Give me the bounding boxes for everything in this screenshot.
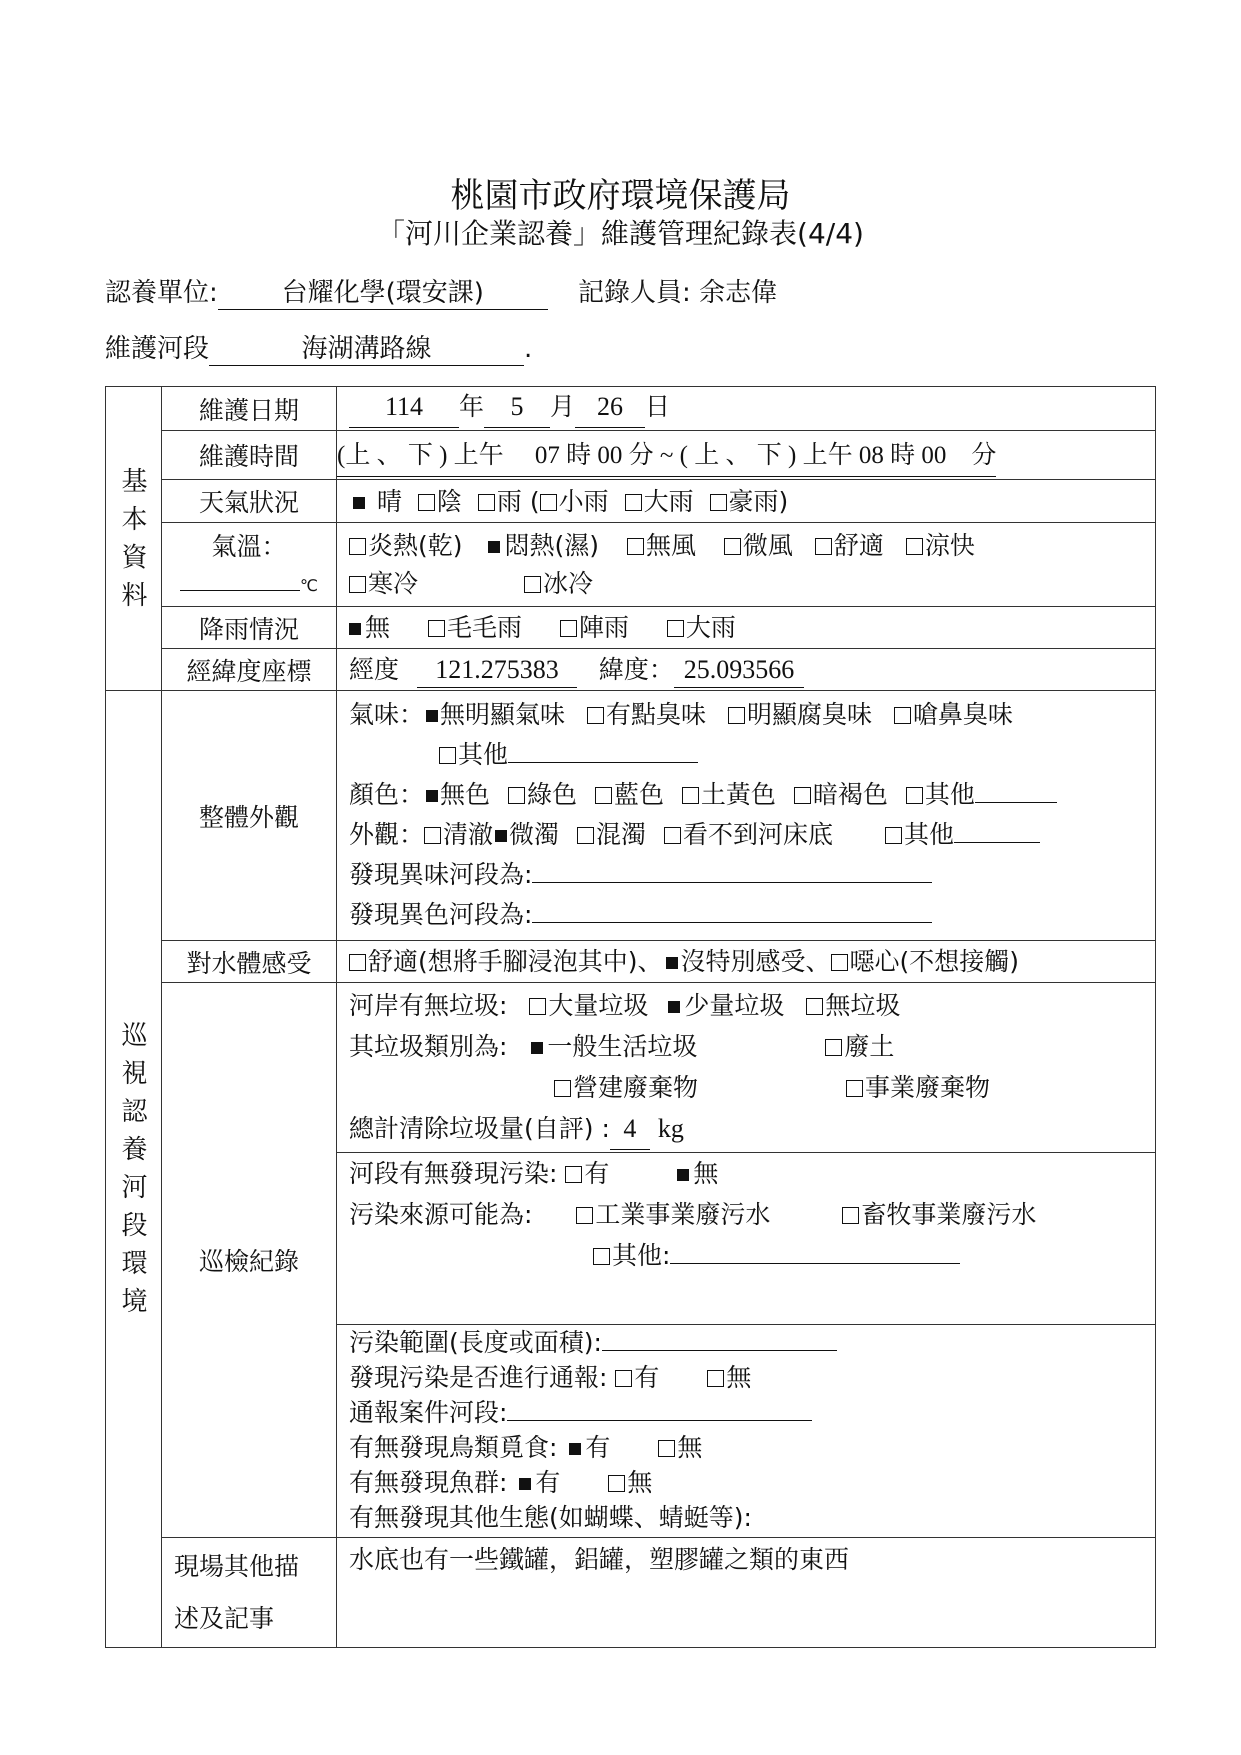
field-text: 廢土	[844, 1032, 895, 1061]
field-text: 沒特別感受、	[680, 947, 831, 976]
field-text: 河岸有無垃圾:	[349, 991, 508, 1020]
field-text: 其他	[924, 780, 975, 809]
field-text: 有	[584, 1159, 610, 1188]
field-text: 無	[365, 613, 391, 642]
temperature-options	[337, 523, 1156, 607]
field-text: 121.275383	[417, 653, 577, 688]
checked-box-icon	[531, 1042, 543, 1054]
field-text: 悶熱(濕)	[504, 531, 599, 560]
checkbox-icon	[587, 707, 604, 724]
field-text: 外觀：	[349, 820, 425, 849]
unit-line	[105, 272, 777, 310]
field-text: 無	[693, 1159, 719, 1188]
checked-box-icon	[495, 830, 507, 842]
checked-box-icon	[426, 790, 438, 802]
field-text: 有	[535, 1468, 561, 1497]
date-value	[337, 387, 1156, 431]
field-text: 污染來源可能為:	[349, 1200, 533, 1229]
river-section-value	[209, 328, 524, 366]
time-value	[337, 431, 1156, 480]
checkbox-icon	[894, 707, 911, 724]
field-text: 小雨	[558, 487, 609, 516]
checkbox-icon	[424, 827, 441, 844]
field-text: 有無發現魚群:	[349, 1468, 508, 1497]
field-text: 陰	[436, 487, 462, 516]
basic-info-section	[106, 387, 162, 691]
checkbox-icon	[724, 538, 741, 555]
field-text: 事業廢棄物	[864, 1073, 990, 1102]
field-text: 緯度：	[598, 655, 674, 684]
field-text: 無明顯氣味	[440, 700, 566, 729]
field-text: 無	[627, 1468, 653, 1497]
checkbox-icon	[554, 1080, 571, 1097]
field-text: 河段有無發現污染:	[349, 1159, 558, 1188]
field-text: 無色	[440, 780, 491, 809]
checkbox-icon	[806, 998, 823, 1015]
field-text: 畜牧事業廢污水	[861, 1200, 1037, 1229]
field-text: 豪雨)	[728, 487, 789, 516]
checkbox-icon	[349, 538, 366, 555]
field-text: 年	[459, 392, 485, 421]
inspection-label: 巡檢紀錄	[162, 983, 337, 1538]
field-text: 大雨	[643, 487, 694, 516]
weather-label: 天氣狀況	[162, 480, 337, 523]
field-text: 綠色	[526, 780, 577, 809]
field-text: 寒冷	[368, 569, 419, 598]
checkbox-icon	[707, 1370, 724, 1387]
field-text: 無風	[645, 531, 696, 560]
rain-label: 降雨情況	[162, 607, 337, 649]
field-text: 舒適(想將手腳浸泡其中)、	[368, 947, 663, 976]
field-text: 冰冷	[542, 569, 593, 598]
field-text: 經度	[349, 655, 400, 684]
checked-box-icon	[677, 1169, 689, 1181]
temperature-label	[162, 523, 337, 607]
checkbox-icon	[710, 494, 727, 511]
water-feel-options	[337, 941, 1156, 983]
checked-box-icon	[353, 497, 365, 509]
appearance-label: 整體外觀	[162, 691, 337, 941]
checkbox-icon	[682, 787, 699, 804]
checked-box-icon	[668, 1001, 680, 1013]
checkbox-icon	[885, 827, 902, 844]
field-text: 巡視認養河段環境	[121, 1021, 148, 1317]
field-text: 發現污染是否進行通報:	[349, 1363, 608, 1392]
checkbox-icon	[627, 538, 644, 555]
checkbox-icon	[439, 747, 456, 764]
checked-box-icon	[569, 1443, 581, 1455]
field-text: 藍色	[613, 780, 664, 809]
checkbox-icon	[728, 707, 745, 724]
field-text: 有無發現鳥類覓食:	[349, 1433, 558, 1462]
checkbox-icon	[664, 827, 681, 844]
field-text: 25.093566	[674, 653, 804, 688]
checkbox-icon	[608, 1475, 625, 1492]
field-text: 土黃色	[700, 780, 776, 809]
field-text: 污染範圍(長度或面積):	[349, 1328, 602, 1357]
field-text: 顏色：	[349, 780, 425, 809]
weather-options	[337, 480, 1156, 523]
field-text: 其他	[458, 740, 509, 769]
field-text: 無	[677, 1433, 703, 1462]
field-text: ℃	[300, 576, 318, 595]
field-text: 其垃圾類別為:	[349, 1032, 508, 1061]
coordinates-value	[337, 649, 1156, 691]
field-text: 無垃圾	[825, 991, 901, 1020]
appearance-options	[337, 691, 1156, 941]
field-text: 晴	[376, 487, 402, 516]
checked-box-icon	[488, 541, 500, 553]
field-text: 其他	[903, 820, 954, 849]
field-text: 有無發現其他生態(如蝴蝶、蜻蜓等):	[349, 1503, 752, 1532]
rain-options	[337, 607, 1156, 649]
field-text: 清澈	[443, 820, 494, 849]
checkbox-icon	[831, 954, 848, 971]
time-label: 維護時間	[162, 431, 337, 480]
coordinates-label: 經緯度座標	[162, 649, 337, 691]
field-text: 氣溫：	[211, 532, 287, 561]
field-text: 日	[645, 392, 671, 421]
checkbox-icon	[349, 576, 366, 593]
field-text: 看不到河床底	[682, 820, 833, 849]
checkbox-icon	[565, 1166, 582, 1183]
recorder-value: 余志偉	[699, 278, 778, 308]
checkbox-icon	[815, 538, 832, 555]
field-text: 大雨	[685, 613, 736, 642]
field-text: 噁心(不想接觸)	[849, 947, 1020, 976]
field-text: 舒適	[833, 531, 884, 560]
field-text: 總計清除垃圾量(自評) :	[349, 1114, 610, 1143]
field-text: 工業事業廢污水	[595, 1200, 771, 1229]
checkbox-icon	[577, 827, 594, 844]
field-text: 月	[550, 392, 576, 421]
checkbox-icon	[593, 1248, 610, 1265]
checkbox-icon	[540, 494, 557, 511]
checkbox-icon	[529, 998, 546, 1015]
checked-box-icon	[426, 710, 438, 722]
field-text: 發現異味河段為:	[349, 860, 533, 889]
checkbox-icon	[478, 494, 495, 511]
recorder-label: 記錄人員:	[578, 278, 691, 308]
checkbox-icon	[349, 954, 366, 971]
field-text: 營建廢棄物	[573, 1073, 699, 1102]
field-text: 明顯腐臭味	[746, 700, 872, 729]
field-text: 涼快	[924, 531, 975, 560]
checkbox-icon	[846, 1080, 863, 1097]
river-section-line	[105, 328, 532, 366]
checkbox-icon	[576, 1207, 593, 1224]
date-label: 維護日期	[162, 387, 337, 431]
field-text: 微濁	[509, 820, 560, 849]
field-text: 暗褐色	[812, 780, 888, 809]
field-text: (上 、 下 ) 上午 07 時 00 分 ~ ( 上 、 下 ) 上午 08 時 00 分	[337, 436, 996, 477]
field-text: 海湖溝路線	[301, 334, 432, 364]
checkbox-icon	[524, 576, 541, 593]
field-text: kg	[657, 1114, 684, 1143]
field-text: 混濁	[596, 820, 647, 849]
checkbox-icon	[615, 1370, 632, 1387]
checkbox-icon	[658, 1440, 675, 1457]
notes-value: 水底也有一些鐵罐，鋁罐，塑膠罐之類的東西	[337, 1538, 1156, 1648]
garbage-section	[337, 983, 1156, 1325]
river-section-end: .	[524, 334, 533, 364]
water-feel-label: 對水體感受	[162, 941, 337, 983]
checkbox-icon	[418, 494, 435, 511]
field-text: 有	[634, 1363, 660, 1392]
unit-label: 認養單位:	[105, 278, 218, 308]
field-text: 無	[726, 1363, 752, 1392]
field-text: 4	[610, 1108, 650, 1150]
checkbox-icon	[825, 1039, 842, 1056]
field-text: 有	[585, 1433, 611, 1462]
checkbox-icon	[667, 620, 684, 637]
field-text: 炎熱(乾)	[368, 531, 463, 560]
checkbox-icon	[842, 1207, 859, 1224]
field-text: 5	[484, 387, 550, 428]
checkbox-icon	[428, 620, 445, 637]
field-text: 通報案件河段:	[349, 1398, 508, 1427]
checked-box-icon	[666, 957, 678, 969]
checkbox-icon	[906, 538, 923, 555]
checked-box-icon	[349, 623, 361, 635]
maintenance-record-table	[105, 386, 1156, 1648]
patrol-section	[106, 691, 162, 1648]
field-text: 陣雨	[578, 613, 629, 642]
checkbox-icon	[508, 787, 525, 804]
checked-box-icon	[519, 1478, 531, 1490]
field-text: 氣味：	[349, 700, 425, 729]
checkbox-icon	[794, 787, 811, 804]
checkbox-icon	[595, 787, 612, 804]
field-text: 毛毛雨	[446, 613, 522, 642]
field-text: 其他:	[612, 1241, 671, 1270]
field-text: 現場其他描	[174, 1551, 300, 1581]
unit-value: 台耀化學(環安課)	[218, 272, 548, 310]
checkbox-icon	[560, 620, 577, 637]
field-text: 一般生活垃圾	[547, 1032, 698, 1061]
checkbox-icon	[906, 787, 923, 804]
field-text: 雨 (	[496, 487, 540, 516]
field-text: 嗆鼻臭味	[912, 700, 1013, 729]
field-text: 述及記事	[174, 1603, 275, 1633]
field-text: 少量垃圾	[684, 991, 785, 1020]
pollution-section	[337, 1325, 1156, 1538]
agency-title: 桃園市政府環境保護局	[450, 176, 791, 216]
field-text: 基本資料	[121, 466, 148, 611]
field-text: 114	[349, 387, 459, 428]
field-text: 26	[575, 387, 645, 428]
notes-label	[162, 1538, 337, 1648]
river-section-label: 維護河段	[105, 334, 210, 364]
field-text: 發現異色河段為:	[349, 900, 533, 929]
checkbox-icon	[625, 494, 642, 511]
field-text: 大量垃圾	[548, 991, 649, 1020]
field-text: 有點臭味	[605, 700, 706, 729]
form-title: 「河川企業認養」維護管理紀錄表(4/4)	[377, 217, 864, 250]
field-text: 微風	[742, 531, 793, 560]
